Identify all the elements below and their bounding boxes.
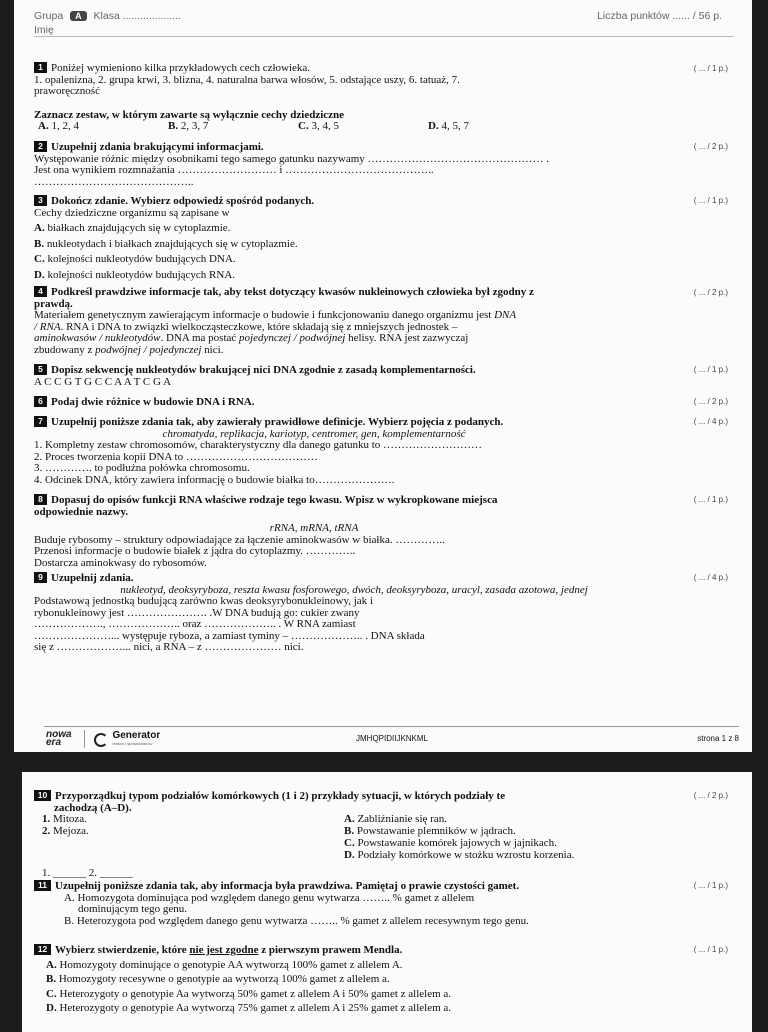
text: . RNA i DNA to związki wielkocząsteczkowe, które składają się z mniejszych jednostek –: [60, 320, 458, 333]
text: nici.: [201, 343, 224, 356]
question-text: Poniżej wymieniono kilka przykładowych cech człowieka.: [51, 62, 311, 74]
points-badge: ( ... / 1 p.): [693, 881, 728, 890]
question-9: [34, 572, 674, 654]
question-title: Dokończ zdanie. Wybierz odpowiedź spośród podanych.: [51, 195, 315, 207]
points-badge: ( ... / 2 p.): [693, 397, 728, 406]
question-title: odpowiednie nazwy.: [34, 505, 129, 518]
question-8: [34, 494, 674, 569]
page-number: strona 1 z 8: [697, 734, 739, 743]
document-code: JMHQPIDIIJKNKML: [356, 734, 429, 743]
question-title: Uzupełnij poniższe zdania tak, aby zawierały prawidłowe definicje. Wybierz pojęcia z podanych.: [51, 416, 504, 428]
points-badge: ( ... / 1 p.): [693, 196, 728, 205]
question-number: 5: [34, 364, 47, 375]
question-title: Podkreśl prawdziwe informacje tak, aby tekst dotyczący kwasów nukleinowych człowieka był zgodny z: [51, 286, 534, 298]
question-7: [34, 416, 674, 486]
question-number: 9: [34, 572, 47, 583]
text: . DNA ma postać: [160, 332, 240, 344]
group-label: Grupa: [34, 10, 64, 22]
question-instruction: Zaznacz zestaw, w którym zawarte są wyłącznie cechy dziedziczne: [34, 108, 345, 121]
question-number: 10: [34, 790, 51, 801]
question-title: z pierwszym prawem Mendla.: [258, 944, 403, 956]
points-badge: ( ... / 2 p.): [693, 288, 728, 297]
question-title: Wybierz stwierdzenie, które: [55, 944, 190, 956]
logo-divider: [84, 730, 85, 748]
question-6: [34, 396, 674, 409]
points-badge: ( ... / 1 p.): [693, 365, 728, 374]
question-text: 1. opalenizna, 2. grupa krwi, 3. blizna, 4. naturalna barwa włosów, 5. odstające uszy, 6. tatuaż, 7.: [34, 73, 460, 86]
fill-line[interactable]: 4. Odcinek DNA, który zawiera informację o budowie białka to………………….: [34, 473, 395, 486]
question-title: Uzupełnij zdania.: [51, 572, 134, 584]
question-number: 11: [34, 880, 51, 891]
points-badge: ( ... / 1 p.): [693, 64, 728, 73]
text: zbudowany z: [34, 343, 96, 356]
question-number: 4: [34, 286, 47, 297]
situation-d: D. Podziały komórkowe w stożku wzrostu korzenia.: [344, 849, 575, 861]
question-2: [34, 141, 674, 188]
option-c[interactable]: C. 3, 4, 5: [298, 120, 339, 132]
question-number: 7: [34, 416, 47, 427]
situation-b: B. Powstawanie plemników w jądrach.: [344, 825, 516, 837]
option-c[interactable]: C. Heterozygoty o genotypie Aa wytworzą 50% gamet z allelem A i 50% gamet z allelem a.: [46, 987, 452, 1000]
fill-line[interactable]: Występowanie różnic między osobnikami tego samego gatunku nazywamy ………………………………………… .: [34, 152, 550, 165]
points-badge: ( ... / 4 p.): [693, 417, 728, 426]
question-title-emphasis: nie jest zgodne: [189, 944, 259, 956]
option-b[interactable]: B. nukleotydach i białkach znajdujących się w cytoplazmie.: [34, 237, 298, 250]
choice-units[interactable]: aminokwasów / nukleotydów: [34, 332, 161, 344]
question-number: 1: [34, 62, 47, 73]
question-4: [34, 286, 674, 356]
group-field: [34, 10, 181, 22]
fill-line[interactable]: Podstawową jednostką budującą zarówno kwas deoksyrybonukleinowy, jak i: [34, 595, 373, 607]
choice-dna[interactable]: DNA: [494, 309, 517, 321]
generator-g-icon: [94, 733, 108, 747]
term-bank: nukleotyd, deoksyryboza, reszta kwasu fosforowego, dwóch, deoksyryboza, uracyl, zasada azotowa, jednej: [120, 583, 588, 596]
question-number: 2: [34, 141, 47, 152]
fill-line[interactable]: A. Homozygota dominująca pod względem danego genu wytwarza …….. % gamet z allelem: [64, 891, 475, 904]
points-badge: ( ... / 4 p.): [693, 573, 728, 582]
points-badge: ( ... / 1 p.): [693, 945, 728, 954]
question-5: [34, 364, 674, 388]
option-d[interactable]: D. kolejności nukleotydów budujących RNA.: [34, 268, 236, 281]
fill-line[interactable]: się z ………………... nici, a RNA – z ………………… nici.: [34, 641, 304, 653]
fill-line[interactable]: …………………... występuje ryboza, a zamiast tyminy – ……………….. . DNA składa: [34, 629, 425, 642]
option-b[interactable]: B. Homozygoty recesywne o genotypie aa wytworzą 100% gamet z allelem a.: [46, 973, 390, 985]
fill-line[interactable]: B. Heterozygota pod względem danego genu wytwarza …….. % gamet z allelem recesywnym tego genu.: [64, 914, 529, 927]
choice-rna[interactable]: / RNA: [34, 320, 61, 333]
option-c[interactable]: C. kolejności nukleotydów budujących DNA.: [34, 253, 236, 265]
name-label: Imię: [34, 24, 54, 36]
question-3: [34, 195, 674, 281]
fill-line: dominującym tego genu.: [78, 903, 188, 915]
points-badge: ( ... / 2 p.): [693, 791, 728, 800]
fill-line[interactable]: ………………., ……………….. oraz ……………….. . W RNA zamiast: [34, 618, 356, 630]
question-title: Uzupełnij zdania brakującymi informacjami.: [51, 141, 264, 153]
total-points: Liczba punktów ...... / 56 p.: [597, 10, 722, 22]
question-number: 6: [34, 396, 47, 407]
question-text: praworęczność: [34, 85, 100, 97]
fill-line[interactable]: Buduje rybosomy – struktury odpowiadające za łączenie aminokwasów w białka. …………..: [34, 533, 445, 546]
fill-line[interactable]: Przenosi informacje o budowie białek z jądra do cytoplazmy. …………..: [34, 545, 356, 557]
option-b[interactable]: B. 2, 3, 7: [168, 120, 209, 132]
situation-c: C. Powstawanie komórek jajowych w jajnikach.: [344, 837, 557, 849]
question-number: 8: [34, 494, 47, 505]
worksheet-page-2: [22, 772, 752, 1032]
text: helisy. RNA jest zazwyczaj: [345, 332, 469, 344]
choice-helix[interactable]: pojedynczej / podwójnej: [239, 332, 346, 344]
fill-line[interactable]: 3. …………. to podłużna połówka chromosomu.: [34, 462, 250, 474]
question-title: Uzupełnij poniższe zdania tak, aby informacja była prawdziwa. Pamiętaj o prawie czystości gamet.: [55, 880, 520, 892]
question-10: [34, 790, 694, 880]
question-title: Dopisz sekwencję nukleotydów brakującej nici DNA zgodnie z zasadą komplementarności.: [51, 364, 476, 376]
group-badge: A: [70, 11, 87, 21]
question-number: 12: [34, 944, 51, 955]
option-d[interactable]: D. Heterozygoty o genotypie Aa wytworzą 75% gamet z allelem A i 25% gamet z allelem a.: [46, 1002, 452, 1014]
fill-line[interactable]: Jest ona wynikiem rozmnażania ……………………… i …………………………………..: [34, 164, 434, 176]
question-title: Dopasuj do opisów funkcji RNA właściwe rodzaje tego kwasu. Wpisz w wykropkowane miejsca: [51, 494, 498, 506]
fill-line[interactable]: rybonukleinowy jest …………………. .W DNA budują go: cukier zwany: [34, 606, 360, 619]
fill-line[interactable]: ……………………………………..: [34, 175, 194, 188]
question-title: prawdą.: [34, 297, 73, 310]
fill-line[interactable]: 1. Kompletny zestaw chromosomów, charakterystyczny dla danego gatunku to ………………………: [34, 439, 483, 451]
option-a[interactable]: A. 1, 2, 4: [38, 120, 79, 132]
question-title: Przyporządkuj typom podziałów komórkowych (1 i 2) przykłady sytuacji, w których podziały te: [55, 790, 506, 802]
dna-sequence: A C C G T G C C A A T C G A: [34, 375, 172, 388]
name-line: [34, 36, 734, 37]
points-badge: ( ... / 2 p.): [693, 142, 728, 151]
choice-strand[interactable]: podwójnej / pojedynczej: [95, 343, 202, 356]
question-1: [34, 62, 674, 133]
option-a[interactable]: A. Homozygoty dominujące o genotypie AA wytworzą 100% gamet z allelem A.: [46, 958, 403, 971]
question-number: 3: [34, 195, 47, 206]
meiosis-item: 2. Mejoza.: [42, 825, 89, 837]
class-label: Klasa ....................: [93, 10, 182, 22]
text: Materiałem genetycznym zawierającym informacje o budowie i funkcjonowaniu danego organizmu jest: [34, 309, 495, 321]
matching-table: [34, 814, 694, 862]
generator-logo: Generator testów i sprawdzianów: [94, 731, 160, 749]
page-footer: [44, 726, 739, 751]
question-11: [34, 880, 704, 927]
worksheet-page-1: [14, 0, 752, 752]
fill-line[interactable]: 2. Proces tworzenia kopii DNA to ………………………………: [34, 450, 318, 463]
points-badge: ( ... / 1 p.): [693, 495, 728, 504]
situation-a: A. Zabliźnianie się ran.: [344, 813, 447, 825]
answer-options: [34, 121, 558, 133]
question-12: [34, 944, 704, 1015]
option-d[interactable]: D. 4, 5, 7: [428, 120, 469, 132]
answer-line[interactable]: 1. ______ 2. ______: [42, 867, 133, 879]
term-bank: rRNA, mRNA, tRNA: [269, 522, 359, 534]
mitosis-item: 1. Mitoza.: [42, 813, 87, 825]
question-title: Podaj dwie różnice w budowie DNA i RNA.: [51, 396, 255, 408]
term-bank: chromatyda, replikacja, kariotyp, centromer, gen, komplementarność: [162, 427, 466, 440]
fill-line[interactable]: Dostarcza aminokwasy do rybosomów.: [34, 556, 207, 569]
nowa-era-logo: nowa era: [46, 729, 72, 748]
option-a[interactable]: A. białkach znajdujących się w cytoplazmie.: [34, 222, 231, 234]
question-stem: Cechy dziedziczne organizmu są zapisane w: [34, 206, 230, 219]
question-title: zachodzą (A–D).: [54, 801, 132, 814]
